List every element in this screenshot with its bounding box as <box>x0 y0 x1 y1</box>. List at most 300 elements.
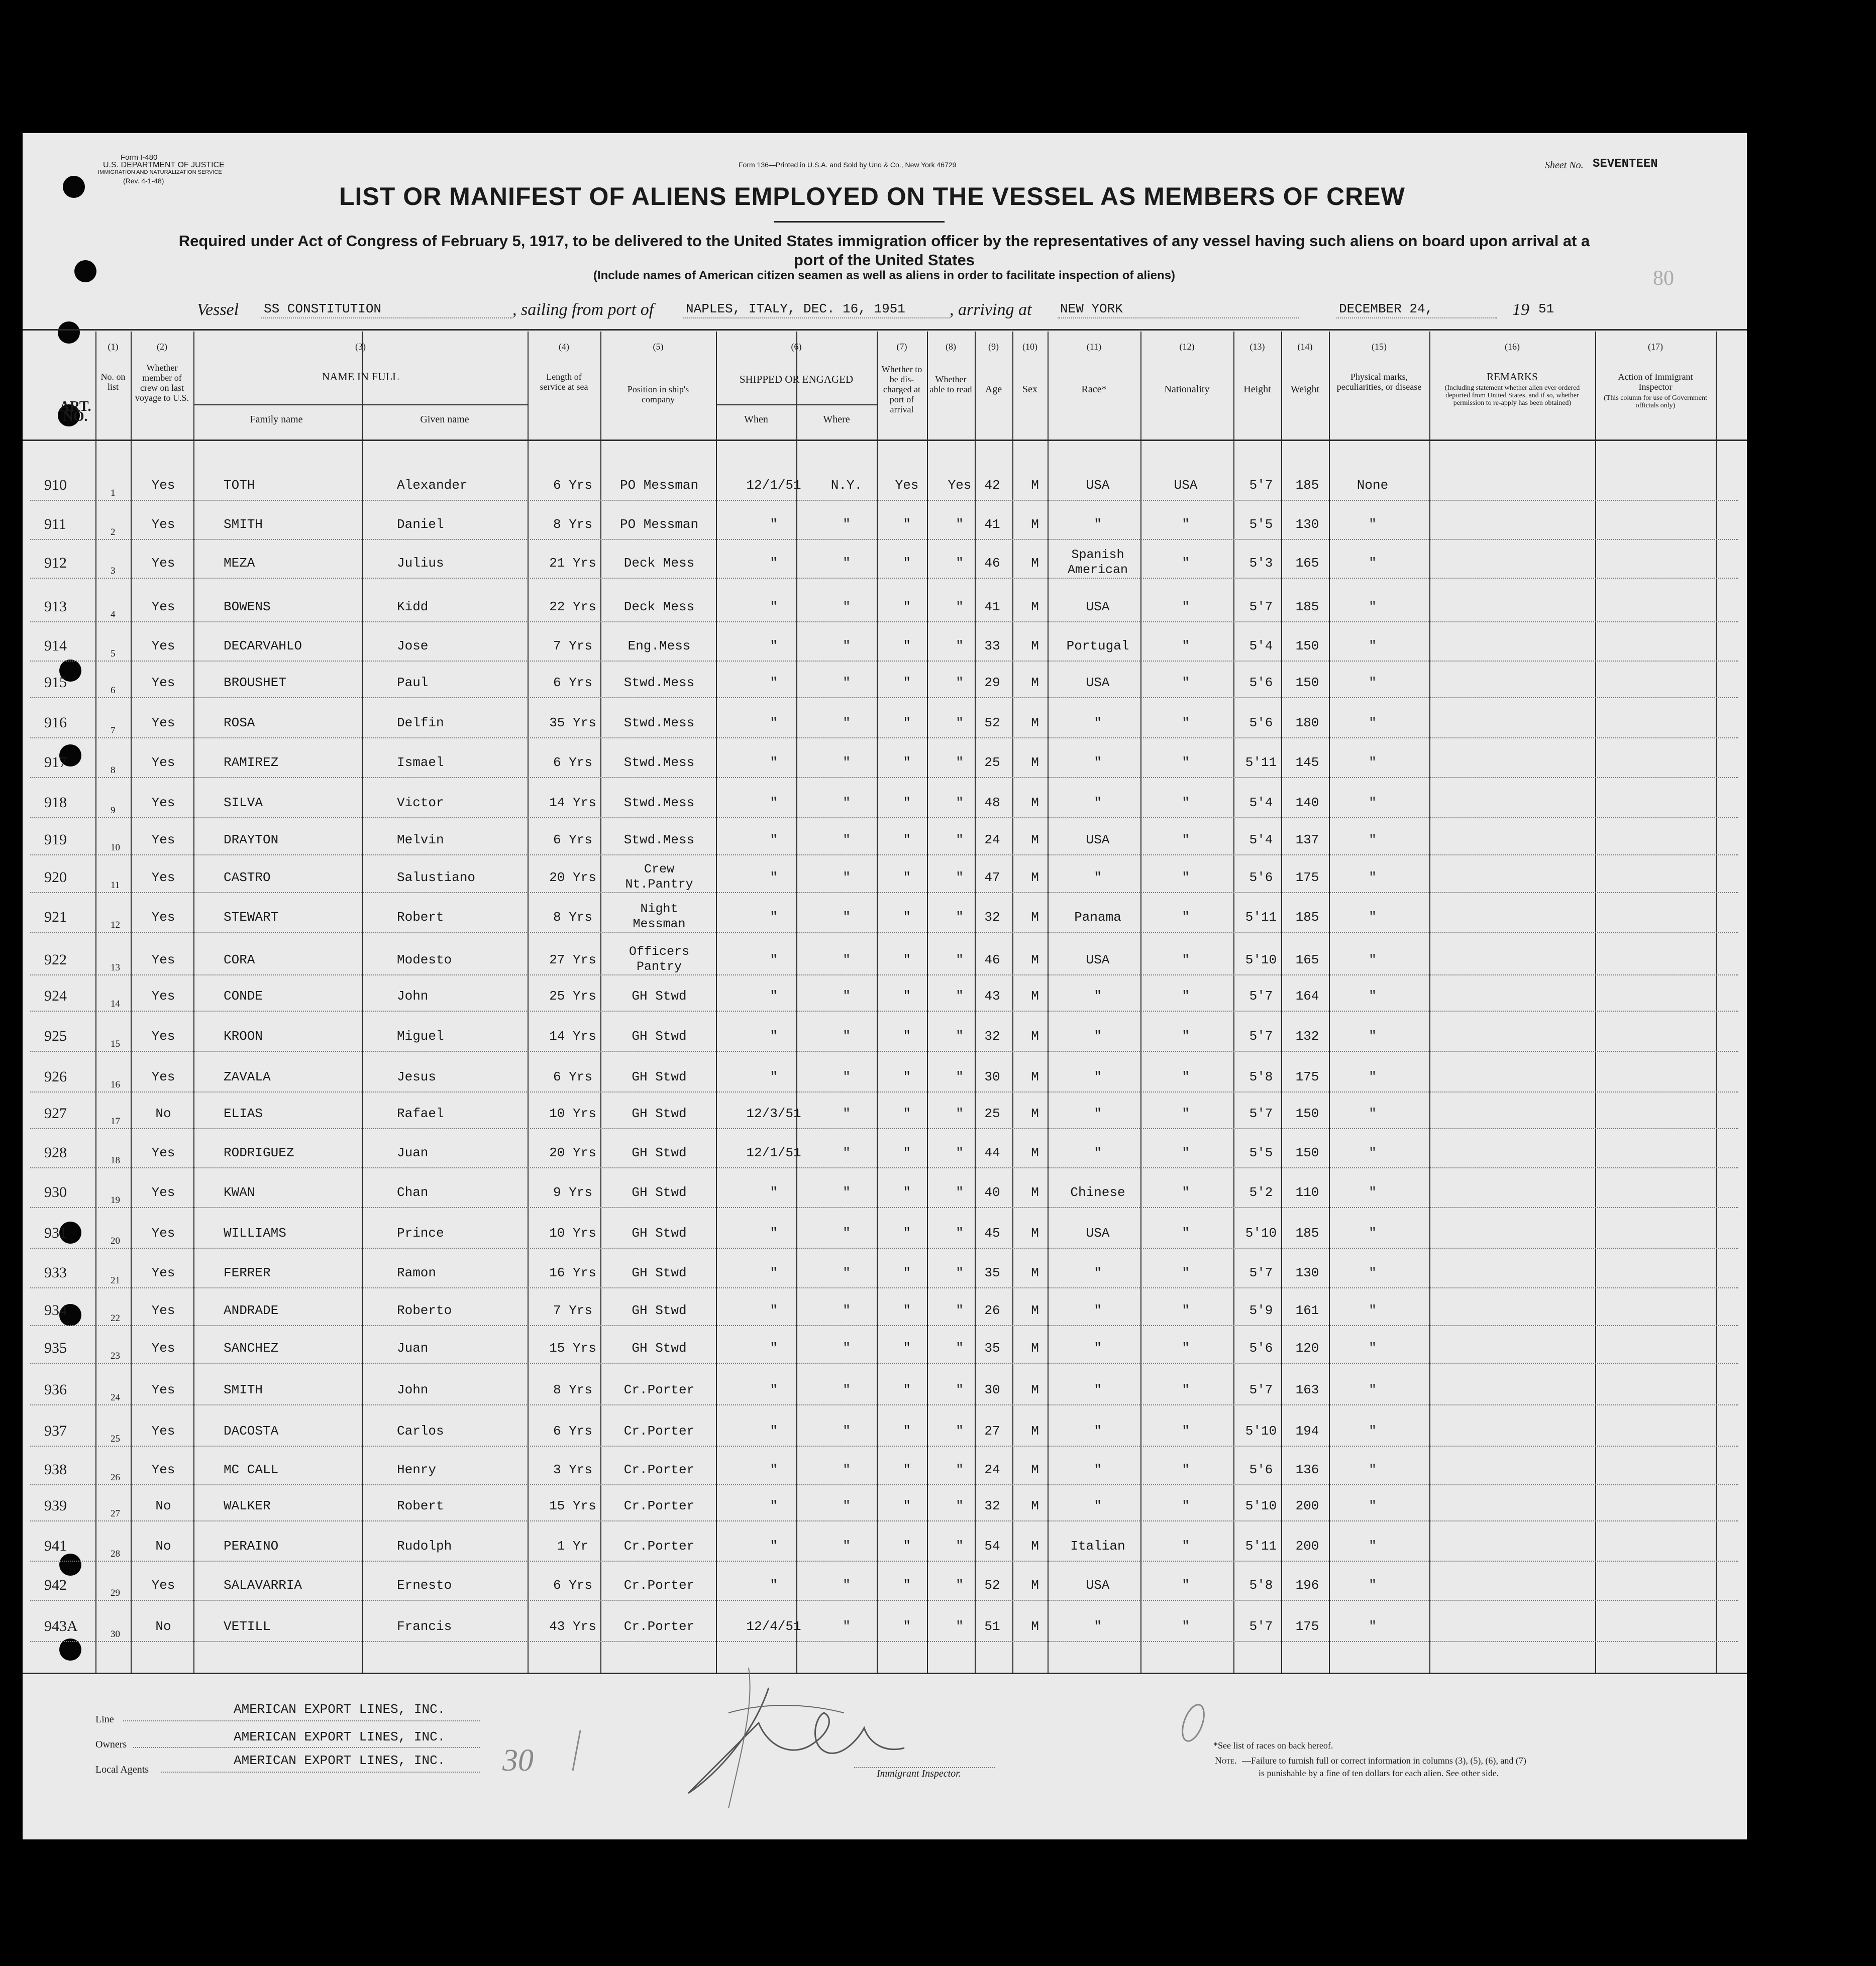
cell-able-to-read: " <box>956 1619 964 1634</box>
cell-nationality: " <box>1182 1498 1190 1513</box>
cell-art-no: 933 <box>44 1264 67 1281</box>
header-discharged: Whether to be dis-charged at port of arrival <box>881 364 922 414</box>
cell-discharged: " <box>903 1303 911 1318</box>
cell-last-voyage: Yes <box>151 1069 175 1084</box>
cell-no-on-list: 12 <box>111 920 120 930</box>
cell-no-on-list: 4 <box>111 609 116 620</box>
cell-sex: M <box>1031 1106 1039 1121</box>
cell-height: 5'7 <box>1249 1265 1273 1280</box>
cell-nationality: USA <box>1174 478 1198 493</box>
cell-discharged: " <box>903 910 911 925</box>
column-rule <box>796 332 797 1673</box>
cell-no-on-list: 1 <box>111 488 116 498</box>
cell-art-no: 936 <box>44 1381 67 1398</box>
cell-physical-marks: " <box>1369 1226 1377 1241</box>
cell-discharged: " <box>903 1106 911 1121</box>
column-rule <box>362 332 363 1673</box>
header-num-11: (11) <box>1086 342 1102 352</box>
cell-physical-marks: " <box>1369 795 1377 810</box>
cell-physical-marks: " <box>1369 1424 1377 1439</box>
cell-nationality: " <box>1182 1226 1190 1241</box>
cell-age: 51 <box>984 1619 1000 1634</box>
vessel-underline <box>261 317 512 318</box>
arrival-date: DECEMBER 24, <box>1339 301 1433 316</box>
cell-given-name: Miguel <box>397 1029 444 1044</box>
date-underline <box>1336 317 1497 318</box>
column-rule <box>600 332 601 1673</box>
cell-able-to-read: " <box>956 795 964 810</box>
cell-sex: M <box>1031 952 1039 967</box>
cell-length-service: 22 Yrs <box>549 599 596 614</box>
cell-length-service: 8 Yrs <box>553 1382 593 1397</box>
cell-position: Cr.Porter <box>623 1578 695 1593</box>
cell-weight: 164 <box>1295 989 1319 1004</box>
printer-line: Form 136—Printed in U.S.A. and Sold by Uno & Co., New York 46729 <box>739 161 957 169</box>
stamp-number: 80 <box>1653 267 1674 290</box>
cell-height: 5'7 <box>1249 1382 1273 1397</box>
cell-age: 24 <box>984 1462 1000 1477</box>
cell-where: " <box>843 795 851 810</box>
cell-race: " <box>1094 1424 1102 1439</box>
cell-length-service: 10 Yrs <box>549 1226 596 1241</box>
cell-given-name: Kidd <box>397 599 429 614</box>
cell-able-to-read: " <box>956 1382 964 1397</box>
row-rule <box>30 661 1738 662</box>
line-underline <box>123 1720 480 1721</box>
cell-no-on-list: 8 <box>111 765 116 776</box>
cell-length-service: 35 Yrs <box>549 715 596 730</box>
cell-position: Cr.Porter <box>623 1619 695 1634</box>
cell-discharged: " <box>903 1226 911 1241</box>
header-where: Where <box>823 414 850 425</box>
cell-position: Stwd.Mess <box>623 755 695 770</box>
cell-nationality: " <box>1182 675 1190 690</box>
cell-weight: 196 <box>1295 1578 1319 1593</box>
cell-family-name: STEWART <box>224 910 279 925</box>
cell-age: 43 <box>984 989 1000 1004</box>
cell-able-to-read: " <box>956 1462 964 1477</box>
row-rule <box>30 1641 1738 1642</box>
cell-weight: 130 <box>1295 1265 1319 1280</box>
cell-no-on-list: 10 <box>111 842 120 853</box>
table-header-rule <box>23 440 1747 441</box>
sheet-label: Sheet No. <box>1545 160 1584 171</box>
header-num-6: (6) <box>791 342 802 352</box>
cell-weight: 132 <box>1295 1029 1319 1044</box>
cell-no-on-list: 16 <box>111 1079 120 1090</box>
row-rule <box>30 777 1738 778</box>
cell-race: " <box>1094 870 1102 885</box>
cell-able-to-read: " <box>956 910 964 925</box>
cell-when: " <box>770 870 778 885</box>
cell-physical-marks: " <box>1369 870 1377 885</box>
header-no-on-list: No. on list <box>100 372 126 392</box>
cell-weight: 120 <box>1295 1341 1319 1356</box>
cell-sex: M <box>1031 599 1039 614</box>
cell-art-no: 931 <box>44 1225 67 1241</box>
cell-height: 5'8 <box>1249 1578 1273 1593</box>
header-num-3: (3) <box>355 342 366 352</box>
header-num-16: (16) <box>1505 342 1520 352</box>
cell-when: " <box>770 1341 778 1356</box>
cell-given-name: Julius <box>397 556 444 571</box>
handwritten-count: 30 <box>502 1743 534 1778</box>
cell-race: " <box>1094 989 1102 1004</box>
cell-last-voyage: Yes <box>151 832 175 847</box>
cell-position: GH Stwd <box>632 1341 687 1356</box>
cell-when: 12/1/51 <box>746 478 801 493</box>
cell-nationality: " <box>1182 1106 1190 1121</box>
cell-physical-marks: " <box>1369 1106 1377 1121</box>
cell-no-on-list: 22 <box>111 1313 120 1324</box>
cell-height: 5'5 <box>1249 517 1273 532</box>
cell-when: " <box>770 638 778 653</box>
cell-height: 5'7 <box>1249 478 1273 493</box>
cell-last-voyage: Yes <box>151 1424 175 1439</box>
cell-discharged: " <box>903 795 911 810</box>
row-rule <box>30 854 1738 855</box>
cell-able-to-read: " <box>956 638 964 653</box>
cell-weight: 175 <box>1295 1619 1319 1634</box>
header-num-4: (4) <box>559 342 569 352</box>
cell-given-name: Victor <box>397 795 444 810</box>
cell-physical-marks: None <box>1357 478 1389 493</box>
header-art-no: ART. NO. <box>59 399 91 424</box>
cell-last-voyage: No <box>155 1498 171 1513</box>
cell-length-service: 20 Yrs <box>549 870 596 885</box>
cell-race: " <box>1094 1106 1102 1121</box>
row-rule <box>30 1600 1738 1601</box>
cell-race: " <box>1094 715 1102 730</box>
cell-age: 48 <box>984 795 1000 810</box>
cell-able-to-read: " <box>956 1578 964 1593</box>
agents-underline <box>161 1772 480 1773</box>
cell-where: " <box>843 1069 851 1084</box>
cell-length-service: 6 Yrs <box>553 1578 593 1593</box>
cell-height: 5'7 <box>1249 1619 1273 1634</box>
cell-nationality: " <box>1182 638 1190 653</box>
cell-nationality: " <box>1182 1462 1190 1477</box>
cell-last-voyage: No <box>155 1106 171 1121</box>
cell-last-voyage: Yes <box>151 952 175 967</box>
cell-where: " <box>843 1226 851 1241</box>
header-num-7: (7) <box>896 342 907 352</box>
cell-given-name: Rudolph <box>397 1539 452 1554</box>
cell-length-service: 15 Yrs <box>549 1498 596 1513</box>
cell-where: " <box>843 1619 851 1634</box>
cell-where: " <box>843 870 851 885</box>
cell-discharged: " <box>903 1265 911 1280</box>
cell-physical-marks: " <box>1369 1498 1377 1513</box>
cell-family-name: SANCHEZ <box>224 1341 279 1356</box>
cell-race: " <box>1094 1498 1102 1513</box>
cell-able-to-read: Yes <box>948 478 972 493</box>
cell-family-name: MC CALL <box>224 1462 279 1477</box>
cell-position: Cr.Porter <box>623 1382 695 1397</box>
cell-race: Italian <box>1070 1539 1125 1554</box>
cell-art-no: 942 <box>44 1577 67 1593</box>
cell-nationality: " <box>1182 715 1190 730</box>
cell-weight: 200 <box>1295 1539 1319 1554</box>
cell-age: 42 <box>984 478 1000 493</box>
cell-physical-marks: " <box>1369 1145 1377 1160</box>
cell-position: GH Stwd <box>632 1303 687 1318</box>
cell-able-to-read: " <box>956 870 964 885</box>
cell-art-no: 930 <box>44 1184 67 1200</box>
cell-age: 46 <box>984 952 1000 967</box>
cell-position: GH Stwd <box>632 1226 687 1241</box>
cell-physical-marks: " <box>1369 1303 1377 1318</box>
cell-weight: 136 <box>1295 1462 1319 1477</box>
cell-family-name: ROSA <box>224 715 255 730</box>
cell-last-voyage: Yes <box>151 517 175 532</box>
cell-art-no: 927 <box>44 1105 67 1122</box>
cell-weight: 194 <box>1295 1424 1319 1439</box>
row-rule <box>30 1287 1738 1288</box>
cell-where: " <box>843 517 851 532</box>
cell-nationality: " <box>1182 795 1190 810</box>
cell-art-no: 937 <box>44 1423 67 1439</box>
row-rule <box>30 697 1738 698</box>
cell-sex: M <box>1031 556 1039 571</box>
cell-height: 5'6 <box>1249 1341 1273 1356</box>
cell-given-name: Robert <box>397 910 444 925</box>
cell-able-to-read: " <box>956 1145 964 1160</box>
sailing-label: , sailing from port of <box>512 300 654 319</box>
cell-height: 5'6 <box>1249 870 1273 885</box>
cell-age: 32 <box>984 1498 1000 1513</box>
cell-art-no: 925 <box>44 1028 67 1044</box>
cell-when: 12/3/51 <box>746 1106 801 1121</box>
cell-weight: 140 <box>1295 795 1319 810</box>
cell-length-service: 9 Yrs <box>553 1185 593 1200</box>
cell-no-on-list: 18 <box>111 1155 120 1166</box>
cell-nationality: " <box>1182 832 1190 847</box>
cell-weight: 150 <box>1295 1106 1319 1121</box>
cell-discharged: " <box>903 1424 911 1439</box>
cell-position: Eng.Mess <box>628 638 691 653</box>
cell-no-on-list: 25 <box>111 1434 120 1444</box>
cell-weight: 185 <box>1295 478 1319 493</box>
cell-discharged: " <box>903 599 911 614</box>
cell-race: Panama <box>1074 910 1121 925</box>
cell-given-name: Daniel <box>397 517 444 532</box>
column-rule <box>1012 332 1013 1673</box>
cell-no-on-list: 17 <box>111 1116 120 1127</box>
cell-discharged: " <box>903 1539 911 1554</box>
cell-position: Cr.Porter <box>623 1462 695 1477</box>
cell-physical-marks: " <box>1369 1539 1377 1554</box>
cell-given-name: Jose <box>397 638 429 653</box>
cell-given-name: Alexander <box>397 478 468 493</box>
cell-nationality: " <box>1182 1619 1190 1634</box>
cell-physical-marks: " <box>1369 1462 1377 1477</box>
cell-family-name: RODRIGUEZ <box>224 1145 294 1160</box>
cell-family-name: SMITH <box>224 1382 263 1397</box>
cell-art-no: 910 <box>44 477 67 493</box>
punch-hole <box>59 1554 81 1576</box>
note-text-2: is punishable by a fine of ten dollars for each alien. See other side. <box>1259 1768 1499 1778</box>
header-shipped-engaged: SHIPPED OR ENGAGED <box>739 373 854 385</box>
cell-physical-marks: " <box>1369 952 1377 967</box>
cell-height: 5'9 <box>1249 1303 1273 1318</box>
cell-able-to-read: " <box>956 1226 964 1241</box>
cell-position: PO Messman <box>619 517 699 532</box>
arriving-label: , arriving at <box>950 300 1032 319</box>
cell-physical-marks: " <box>1369 715 1377 730</box>
cell-height: 5'10 <box>1245 1424 1277 1439</box>
cell-family-name: WALKER <box>224 1498 271 1513</box>
cell-position: Stwd.Mess <box>623 715 695 730</box>
vessel-label: Vessel <box>197 300 239 319</box>
cell-last-voyage: Yes <box>151 1145 175 1160</box>
cell-able-to-read: " <box>956 832 964 847</box>
cell-last-voyage: Yes <box>151 870 175 885</box>
cell-nationality: " <box>1182 1303 1190 1318</box>
cell-when: " <box>770 1424 778 1439</box>
cell-last-voyage: Yes <box>151 638 175 653</box>
year-prefix: 19 <box>1512 300 1529 319</box>
note-label: Note. <box>1215 1756 1237 1766</box>
header-race: Race* <box>1081 384 1107 395</box>
cell-position: PO Messman <box>619 478 699 493</box>
cell-where: " <box>843 1303 851 1318</box>
cell-physical-marks: " <box>1369 1578 1377 1593</box>
cell-race: USA <box>1086 832 1110 847</box>
cell-nationality: " <box>1182 910 1190 925</box>
cell-family-name: KWAN <box>224 1185 255 1200</box>
cell-length-service: 3 Yrs <box>553 1462 593 1477</box>
cell-when: " <box>770 599 778 614</box>
cell-when: 12/1/51 <box>746 1145 801 1160</box>
cell-discharged: " <box>903 755 911 770</box>
cell-no-on-list: 23 <box>111 1351 120 1361</box>
cell-discharged: " <box>903 1341 911 1356</box>
cell-art-no: 941 <box>44 1538 67 1554</box>
cell-age: 30 <box>984 1069 1000 1084</box>
cell-physical-marks: " <box>1369 1619 1377 1634</box>
cell-age: 32 <box>984 910 1000 925</box>
cell-length-service: 7 Yrs <box>553 638 593 653</box>
cell-able-to-read: " <box>956 1341 964 1356</box>
cell-age: 27 <box>984 1424 1000 1439</box>
cell-given-name: Chan <box>397 1185 429 1200</box>
cell-no-on-list: 26 <box>111 1472 120 1483</box>
cell-age: 52 <box>984 715 1000 730</box>
cell-discharged: " <box>903 1185 911 1200</box>
cell-discharged: " <box>903 1578 911 1593</box>
cell-nationality: " <box>1182 755 1190 770</box>
cell-sex: M <box>1031 1185 1039 1200</box>
cell-physical-marks: " <box>1369 1185 1377 1200</box>
cell-no-on-list: 9 <box>111 805 116 816</box>
cell-able-to-read: " <box>956 675 964 690</box>
cell-sex: M <box>1031 1578 1039 1593</box>
cell-given-name: Rafael <box>397 1106 444 1121</box>
cell-nationality: " <box>1182 1424 1190 1439</box>
cell-nationality: " <box>1182 989 1190 1004</box>
cell-length-service: 10 Yrs <box>549 1106 596 1121</box>
cell-discharged: " <box>903 1462 911 1477</box>
cell-art-no: 918 <box>44 794 67 811</box>
cell-length-service: 21 Yrs <box>549 556 596 571</box>
row-rule <box>30 1446 1738 1447</box>
cell-when: " <box>770 556 778 571</box>
cell-nationality: " <box>1182 1145 1190 1160</box>
row-rule <box>30 539 1738 540</box>
cell-discharged: " <box>903 517 911 532</box>
cell-physical-marks: " <box>1369 517 1377 532</box>
cell-art-no: 943A <box>44 1618 78 1634</box>
column-rule <box>193 332 194 1673</box>
cell-discharged: " <box>903 1145 911 1160</box>
cell-height: 5'3 <box>1249 556 1273 571</box>
cell-where: " <box>843 1145 851 1160</box>
row-rule <box>30 737 1738 738</box>
cell-race: " <box>1094 1462 1102 1477</box>
cell-family-name: TOTH <box>224 478 255 493</box>
cell-length-service: 6 Yrs <box>553 755 593 770</box>
cell-able-to-read: " <box>956 1424 964 1439</box>
owners-label: Owners <box>95 1739 127 1750</box>
cell-nationality: " <box>1182 1578 1190 1593</box>
column-rule <box>877 332 878 1673</box>
cell-height: 5'7 <box>1249 1029 1273 1044</box>
cell-length-service: 6 Yrs <box>553 1424 593 1439</box>
cell-art-no: 926 <box>44 1068 67 1085</box>
cell-given-name: John <box>397 989 429 1004</box>
cell-weight: 185 <box>1295 910 1319 925</box>
cell-sex: M <box>1031 517 1039 532</box>
sailing-underline <box>683 317 950 318</box>
cell-nationality: " <box>1182 1265 1190 1280</box>
header-able-to-read: Whether able to read <box>929 374 972 394</box>
cell-where: " <box>843 1029 851 1044</box>
cell-when: " <box>770 1069 778 1084</box>
cell-given-name: Ismael <box>397 755 444 770</box>
cell-art-no: 912 <box>44 555 67 571</box>
row-rule <box>30 621 1738 622</box>
cell-no-on-list: 24 <box>111 1392 120 1403</box>
cell-weight: 165 <box>1295 556 1319 571</box>
cell-physical-marks: " <box>1369 1069 1377 1084</box>
header-weight: Weight <box>1290 384 1320 395</box>
cell-discharged: Yes <box>895 478 919 493</box>
cell-family-name: DECARVAHLO <box>224 638 302 653</box>
cell-given-name: Roberto <box>397 1303 452 1318</box>
cell-where: " <box>843 1265 851 1280</box>
cell-art-no: 911 <box>44 516 66 532</box>
cell-when: " <box>770 1498 778 1513</box>
requirement-line-1: Required under Act of Congress of February 5, 1917, to be delivered to the United States immigration officer by the representatives of any vessel having such aliens on board upon arrival at a <box>178 232 1590 250</box>
cell-given-name: Juan <box>397 1145 429 1160</box>
cell-given-name: Melvin <box>397 832 444 847</box>
cell-when: " <box>770 1303 778 1318</box>
cell-race: USA <box>1086 675 1110 690</box>
cell-position: Night Messman <box>633 902 686 931</box>
cell-sex: M <box>1031 1069 1039 1084</box>
cell-age: 40 <box>984 1185 1000 1200</box>
cell-last-voyage: Yes <box>151 715 175 730</box>
cell-sex: M <box>1031 1462 1039 1477</box>
cell-art-no: 922 <box>44 951 67 968</box>
cell-last-voyage: Yes <box>151 1341 175 1356</box>
cell-length-service: 16 Yrs <box>549 1265 596 1280</box>
cell-when: " <box>770 1265 778 1280</box>
cell-able-to-read: " <box>956 1029 964 1044</box>
cell-age: 54 <box>984 1539 1000 1554</box>
cell-discharged: " <box>903 1029 911 1044</box>
